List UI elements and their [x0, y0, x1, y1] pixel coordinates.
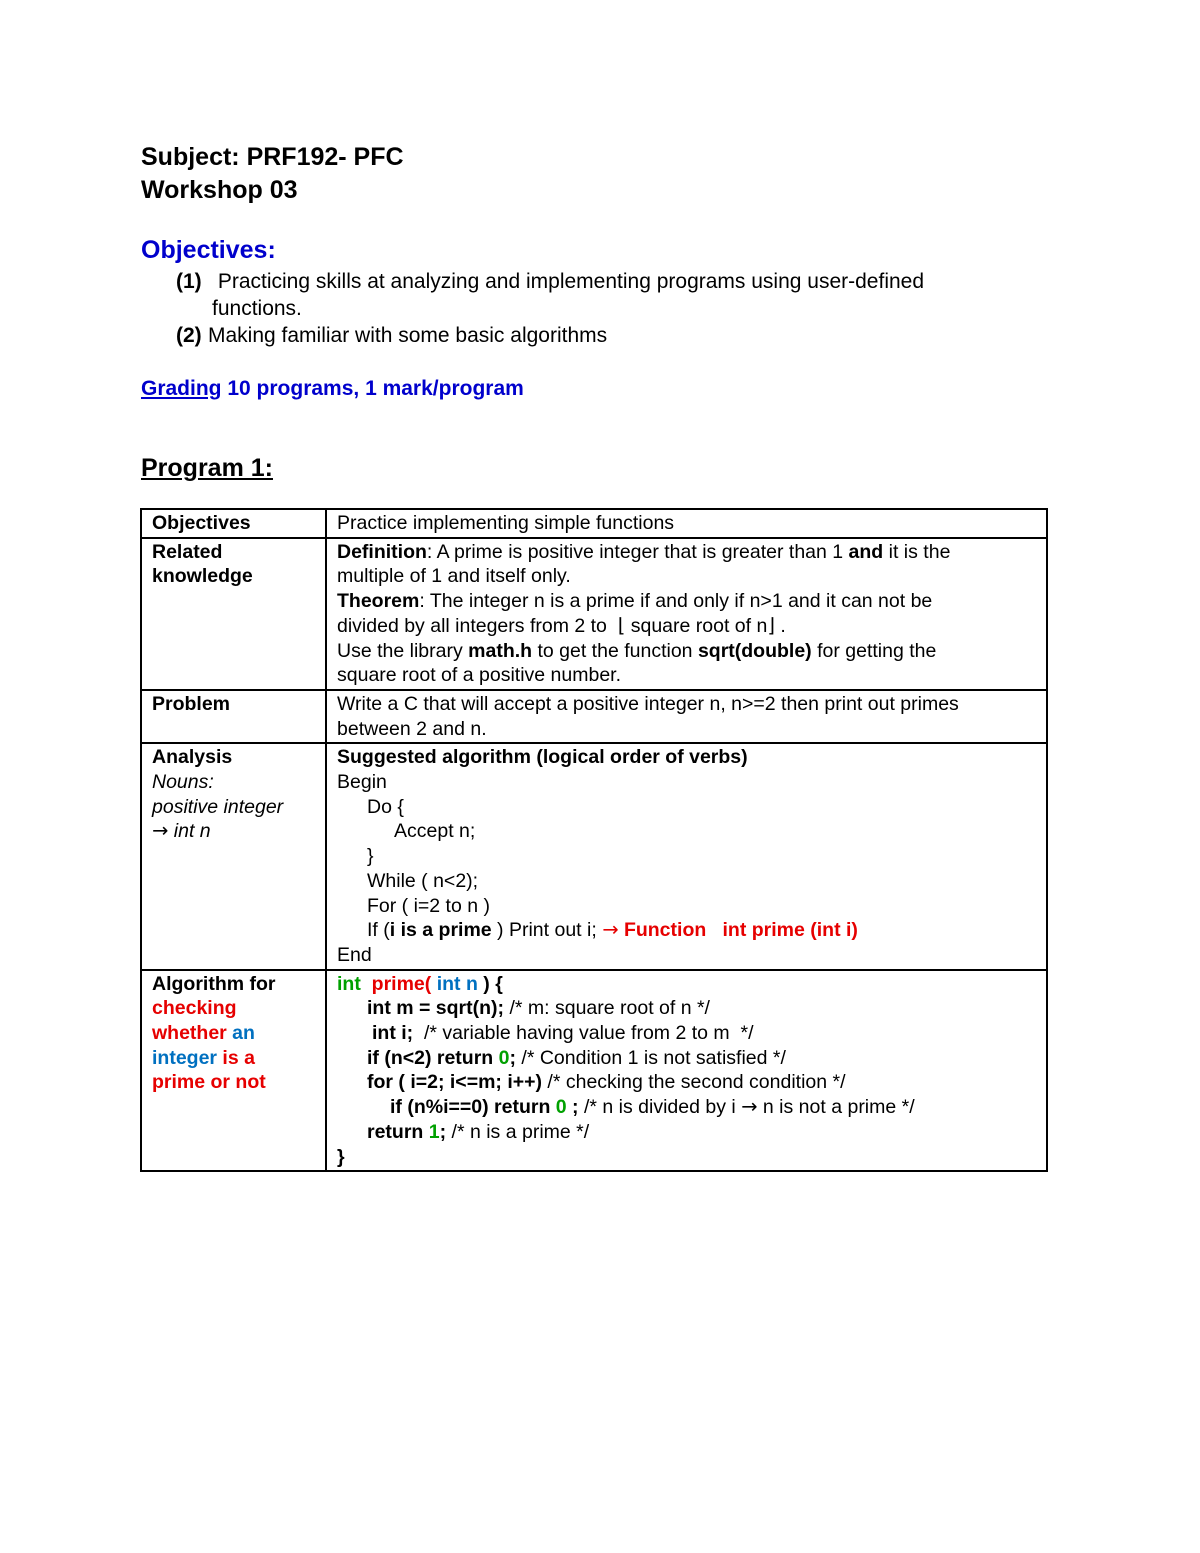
if-text: If (	[367, 919, 390, 942]
library-text-2: to get the function	[532, 639, 698, 662]
code-token: for ( i=2; i<=m; i++)	[367, 1071, 543, 1094]
label-line: checking	[152, 997, 237, 1020]
row-content	[326, 970, 1047, 1172]
definition-label: Definition	[337, 540, 427, 563]
definition-line	[337, 540, 1036, 565]
code-token: 0	[498, 1046, 510, 1069]
code-token: return	[367, 1120, 429, 1143]
table-row	[141, 690, 1047, 743]
code-comment: n is not a prime */	[757, 1096, 915, 1119]
function-name: sqrt(double)	[697, 639, 812, 662]
theorem-line	[337, 589, 1036, 614]
code-close: }	[337, 1145, 345, 1168]
code-comment: /* checking the second condition */	[542, 1071, 846, 1094]
code-line	[337, 996, 1036, 1021]
code-signature	[337, 972, 1036, 997]
code-comment: /* m: square root of n */	[504, 997, 710, 1020]
label-line	[152, 1021, 315, 1046]
label-line: Related	[152, 540, 223, 563]
algo-line: While ( n<2);	[367, 869, 479, 892]
objective-item	[176, 322, 1036, 349]
row-content	[326, 690, 1047, 743]
row-label	[141, 538, 326, 690]
objective-continuation: functions.	[212, 297, 302, 320]
objective-text: Practicing skills at analyzing and implementing programs using user-defined	[212, 270, 925, 293]
table-row	[141, 509, 1047, 538]
theorem-text: : The integer n is a prime if and only if n>1 and it can not be	[419, 590, 933, 613]
objective-item	[176, 268, 1036, 295]
code-token: int	[431, 972, 461, 995]
objective-number: (1)	[176, 270, 202, 293]
grading-line	[141, 377, 524, 401]
algo-line: For ( i=2 to n )	[367, 894, 490, 917]
row-label: Objectives	[141, 509, 326, 538]
table-row	[141, 538, 1047, 690]
library-line-2: square root of a positive number.	[337, 664, 621, 687]
code-token: ) {	[477, 972, 503, 995]
objectives-list	[176, 268, 1036, 349]
objective-number: (2)	[176, 324, 202, 347]
label-word: whether	[152, 1022, 227, 1045]
code-token: prime(	[371, 972, 432, 995]
arrow-icon: →	[602, 918, 619, 942]
code-comment: /* variable having value from 2 to m */	[413, 1022, 754, 1045]
algo-line: Do {	[367, 795, 404, 818]
code-line	[337, 1021, 1036, 1046]
program-title: Program 1:	[141, 454, 273, 482]
code-token: ;	[566, 1096, 579, 1119]
code-comment: /* n is a prime */	[446, 1120, 590, 1143]
row-label: Problem	[141, 690, 326, 743]
analysis-label: Analysis	[152, 746, 233, 769]
code-token: if (n<2) return	[367, 1046, 499, 1069]
algorithm-title: Suggested algorithm (logical order of verbs)	[337, 746, 748, 769]
nouns-label: Nouns:	[152, 771, 214, 794]
label-line: prime or not	[152, 1071, 266, 1094]
workshop-heading: Workshop 03	[141, 176, 298, 204]
label-line: knowledge	[152, 565, 253, 588]
label-line	[152, 1046, 315, 1071]
grading-text: 10 programs, 1 mark/program	[221, 377, 524, 400]
code-comment: /* n is divided by i	[578, 1096, 742, 1119]
arrow-icon: →	[741, 1095, 758, 1119]
label-line: Algorithm for	[152, 972, 276, 995]
library-text: Use the library	[337, 639, 469, 662]
code-token: ;	[509, 1046, 516, 1069]
code-token: ;	[439, 1120, 447, 1143]
program-table	[140, 508, 1048, 1172]
code-token: if (n%i==0) return	[390, 1096, 556, 1119]
row-content	[326, 743, 1047, 969]
code-token: n	[460, 972, 478, 995]
row-label	[141, 743, 326, 969]
label-word: integer	[152, 1046, 218, 1069]
table-row	[141, 743, 1047, 969]
definition-text-end: it is the	[883, 540, 951, 563]
if-condition: i is a prime	[389, 919, 492, 942]
noun-type: int n	[168, 820, 211, 843]
definition-and: and	[848, 540, 884, 563]
code-token: 1	[428, 1120, 440, 1143]
algo-if-line	[337, 918, 1036, 943]
algo-line: End	[337, 943, 372, 966]
code-token: int m = sqrt(n);	[367, 997, 505, 1020]
theorem-line-2: divided by all integers from 2 to ⌊ square root of n⌋ .	[337, 614, 786, 637]
code-token: 0	[555, 1096, 567, 1119]
objective-text: Making familiar with some basic algorithms	[208, 324, 608, 347]
problem-line: Write a C that will accept a positive integer n, n>=2 then print out primes	[337, 692, 959, 715]
if-text-2: ) Print out i;	[491, 919, 603, 942]
row-label	[141, 970, 326, 1172]
code-token: int i;	[372, 1022, 414, 1045]
noun-item: positive integer	[152, 795, 284, 818]
theorem-label: Theorem	[337, 590, 420, 613]
code-line	[337, 1046, 1036, 1071]
definition-text: : A prime is positive integer that is greater than 1	[426, 540, 849, 563]
code-token: int	[337, 972, 361, 995]
label-word: is a	[217, 1046, 255, 1069]
grading-link[interactable]: Grading	[141, 377, 222, 400]
algo-line: Begin	[337, 771, 387, 794]
code-line	[337, 1095, 1036, 1120]
algo-line: Accept n;	[394, 820, 476, 843]
row-content	[326, 538, 1047, 690]
table-row	[141, 970, 1047, 1172]
function-note: Function int prime (int i)	[618, 919, 858, 942]
library-name: math.h	[468, 639, 533, 662]
problem-line-2: between 2 and n.	[337, 717, 487, 740]
definition-line-2: multiple of 1 and itself only.	[337, 565, 571, 588]
noun-mapping	[152, 819, 315, 844]
arrow-icon: →	[152, 819, 169, 843]
library-text-3: for getting the	[811, 639, 937, 662]
subject-heading: Subject: PRF192- PFC	[141, 143, 404, 171]
code-line	[337, 1070, 1036, 1095]
label-word: an	[226, 1022, 255, 1045]
row-content: Practice implementing simple functions	[326, 509, 1047, 538]
library-line	[337, 639, 1036, 664]
code-line	[337, 1120, 1036, 1145]
code-comment: /* Condition 1 is not satisfied */	[516, 1046, 786, 1069]
objectives-heading: Objectives:	[141, 236, 276, 264]
algo-line: }	[367, 845, 374, 868]
